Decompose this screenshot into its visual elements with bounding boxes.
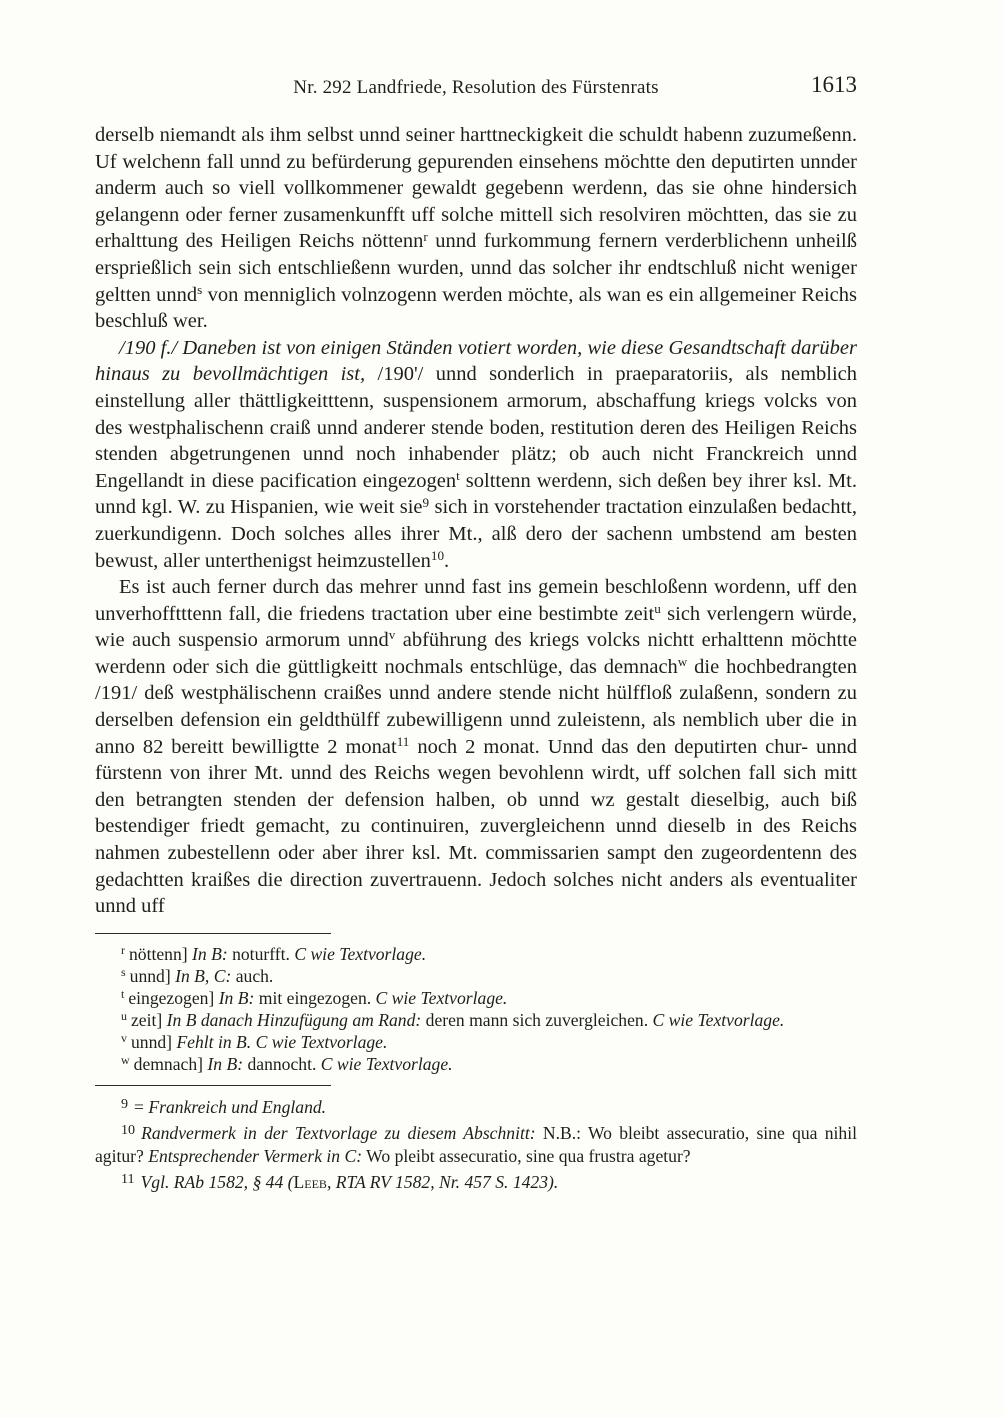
text-segment: sich verlengern würde, wie auch suspensio armorum unnd [95,602,857,652]
text-segment: Es ist auch ferner durch das mehrer unnd fast ins gemein beschloßenn wordenn, uff den unverhofftttenn fall, die friedens tractation uber eine bestimbte zeit [95,576,857,625]
footnote-reference: 11 [396,733,410,749]
running-head [95,72,857,106]
footnote-mark: u [121,1009,127,1024]
text-segment: noturfft. [227,943,295,964]
text-segment: deren mann sich zuvergleichen. [421,1009,653,1030]
page-number: 1613 [811,72,857,97]
body-paragraph [95,122,857,335]
text-segment: In B: [207,1053,244,1074]
footnote-reference: 10 [430,547,444,563]
footnote [95,943,857,965]
text-segment: Leeb [293,1171,327,1192]
footnote-mark: v [121,1031,127,1046]
footnote-mark: r [121,943,125,958]
text-segment: In B: [218,987,255,1008]
footnote-reference: w [677,654,688,670]
footnote [95,1171,857,1194]
text-segment: Frankreich und England. [148,1096,327,1117]
footnote-reference: r [423,228,428,244]
text-segment: C wie Textvorlage. [652,1009,785,1030]
letter-footnotes [95,943,857,1075]
text-segment: In B, C: [175,965,232,986]
text-segment: mit eingezogen. [254,987,376,1008]
text-segment: Wo pleibt assecuratio, sine qua frustra agetur? [362,1145,691,1166]
footnote-reference: t [456,467,460,483]
text-segment: Entsprechender Vermerk in C: [148,1145,363,1166]
footnote [95,1053,857,1075]
body-text [95,122,857,920]
footnote [95,965,857,987]
text-segment: von menniglich volnzogenn werden möchte, als wan es ein allgemeiner Reichs beschluß wer. [95,283,857,333]
footnote [95,1031,857,1053]
footnote-separator-rule [95,933,331,934]
body-paragraph [95,574,857,920]
text-segment: Randvermerk in der Textvorlage zu diesem Abschnitt: [141,1122,536,1143]
text-segment: Vgl. RAb 1582, § 44 ( [140,1171,294,1192]
text-segment: unnd] [130,1031,177,1052]
footnote-mark: s [121,965,126,980]
text-segment: noch 2 monat. Unnd das den deputirten chur- unnd fürstenn von ihrer Mt. unnd des Reichs wegen bevohlenn wirdt, uff solchen fall sich mitt den betrangten stenden der defension halben, ob unnd wz gestalt dieselbig, auch biß bestendiger friedt gemacht, zu continuiren, zuvergleichenn unnd dieselb in des Reichs nahmen zubestellenn oder aber ihrer ksl. Mt. commissarien sampt den zugeordentenn des gedachtten kraißes die direction zuvertrauenn. Jedoch solches nicht anders als eventualiter unnd uff [95,735,857,918]
footnote [95,1096,857,1119]
text-segment: Fehlt in B. C wie Textvorlage. [176,1031,388,1052]
text-segment: unnd furkommung fernern verderblichenn unheilß ersprießlich sein sich entschließenn wurden, unnd das solcher ihr endtschluß nicht weniger geltten unnd [95,230,858,306]
text-segment: auch. [231,965,274,986]
footnote-reference: s [197,281,203,297]
footnote-reference: v [388,627,396,643]
text-segment: In B danach Hinzufügung am Rand: [166,1009,422,1030]
footnote-reference: u [654,600,661,616]
text-segment: In B: [192,943,228,964]
footnote-mark: t [121,987,125,1002]
text-segment: C wie Textvorlage. [320,1053,453,1074]
footnote-mark: w [121,1053,130,1068]
text-segment: C wie Textvorlage. [294,943,427,964]
text-segment: N.B.: Wo bleibt assecuratio, sine qua nihil agitur? [95,1122,858,1166]
footnote [95,1009,857,1031]
footnote-reference: 9 [422,494,430,510]
text-segment: C wie Textvorlage. [375,987,508,1008]
running-head-title: Nr. 292 Landfriede, Resolution des Fürstenrats [293,77,659,98]
text-segment: sich in vorstehender tractation einzulaßen bedachtt, zuerkundigenn. Doch solches alles ihrer Mt., alß dero der sachenn umbstend am besten bewust, aller unterthenigst heimzustellen [95,496,857,572]
text-segment: dannocht. [243,1053,321,1074]
text-block [95,72,858,1197]
footnote [95,987,857,1009]
text-segment: solttenn werdenn, sich deßen bey ihrer ksl. Mt. unnd kgl. W. zu Hispanien, wie weit sie [95,469,858,519]
text-segment: zeit] [130,1009,167,1030]
footnote-separator-rule [95,1085,331,1086]
footnote [95,1122,857,1168]
text-segment: /190 f./ Daneben ist von einigen Ständen votiert worden, wie diese Gesandtschaft darüber hinaus zu bevollmächtigen ist, [95,336,857,386]
text-segment: = [134,1096,149,1117]
text-segment: demnach] [133,1053,208,1074]
footnote-mark: 9 [121,1096,129,1113]
text-segment: , RTA RV 1582, Nr. 457 S. 1423). [326,1171,559,1192]
footnote-mark: 10 [121,1122,136,1139]
number-footnotes [95,1096,857,1194]
text-segment: nöttenn] [128,943,193,964]
footnote-mark: 11 [121,1171,135,1188]
text-segment: abführung des kriegs volcks nichtt erhalttenn möchtte werdenn oder sich die güttligkeitt nochmals entschlüge, das demnach [95,629,857,678]
text-segment: /190'/ unnd sonderlich in praeparatoriis, als nemblich einstellung aller thättligkeitttenn, suspensionem armorum, abschaffung kriegs volcks von des westphalischenn craiß unnd anderer stende boden, restitution deren des Heiligen Reichs stenden abgetrungenen unnd noch inhabender plätz; ob auch nicht Franckreich unnd Engellandt in diese pacification eingezogen [95,363,857,492]
text-segment: . [444,549,450,572]
text-segment: derselb niemandt als ihm selbst unnd seiner harttneckigkeit die schuldt habenn zuzumeßenn. Uf welchenn fall unnd zu befürderung gepurenden einsehens möchtte den deputirten unnder anderm auch so viell vollkommener gewaldt gegebenn werdenn, das sie ohne hindersich gelangenn oder ferner zusamenkunfft uff solche mittell sich resolviren möchtten, das sie zu erhalttung des Heiligen Reichs nöttenn [95,124,857,253]
text-segment: die hochbedrangten /191/ deß westphälischenn craißes unnd andere stende nicht hülffloß zulaßenn, sondern zu derselben defension ein geldthülff zubewilligenn unnd zuleistenn, als nemblich uber die in anno 82 bereitt bewilligtte 2 monat [95,655,857,758]
text-segment: unnd] [129,965,176,986]
body-paragraph [95,335,857,574]
text-segment: eingezogen] [128,987,219,1008]
